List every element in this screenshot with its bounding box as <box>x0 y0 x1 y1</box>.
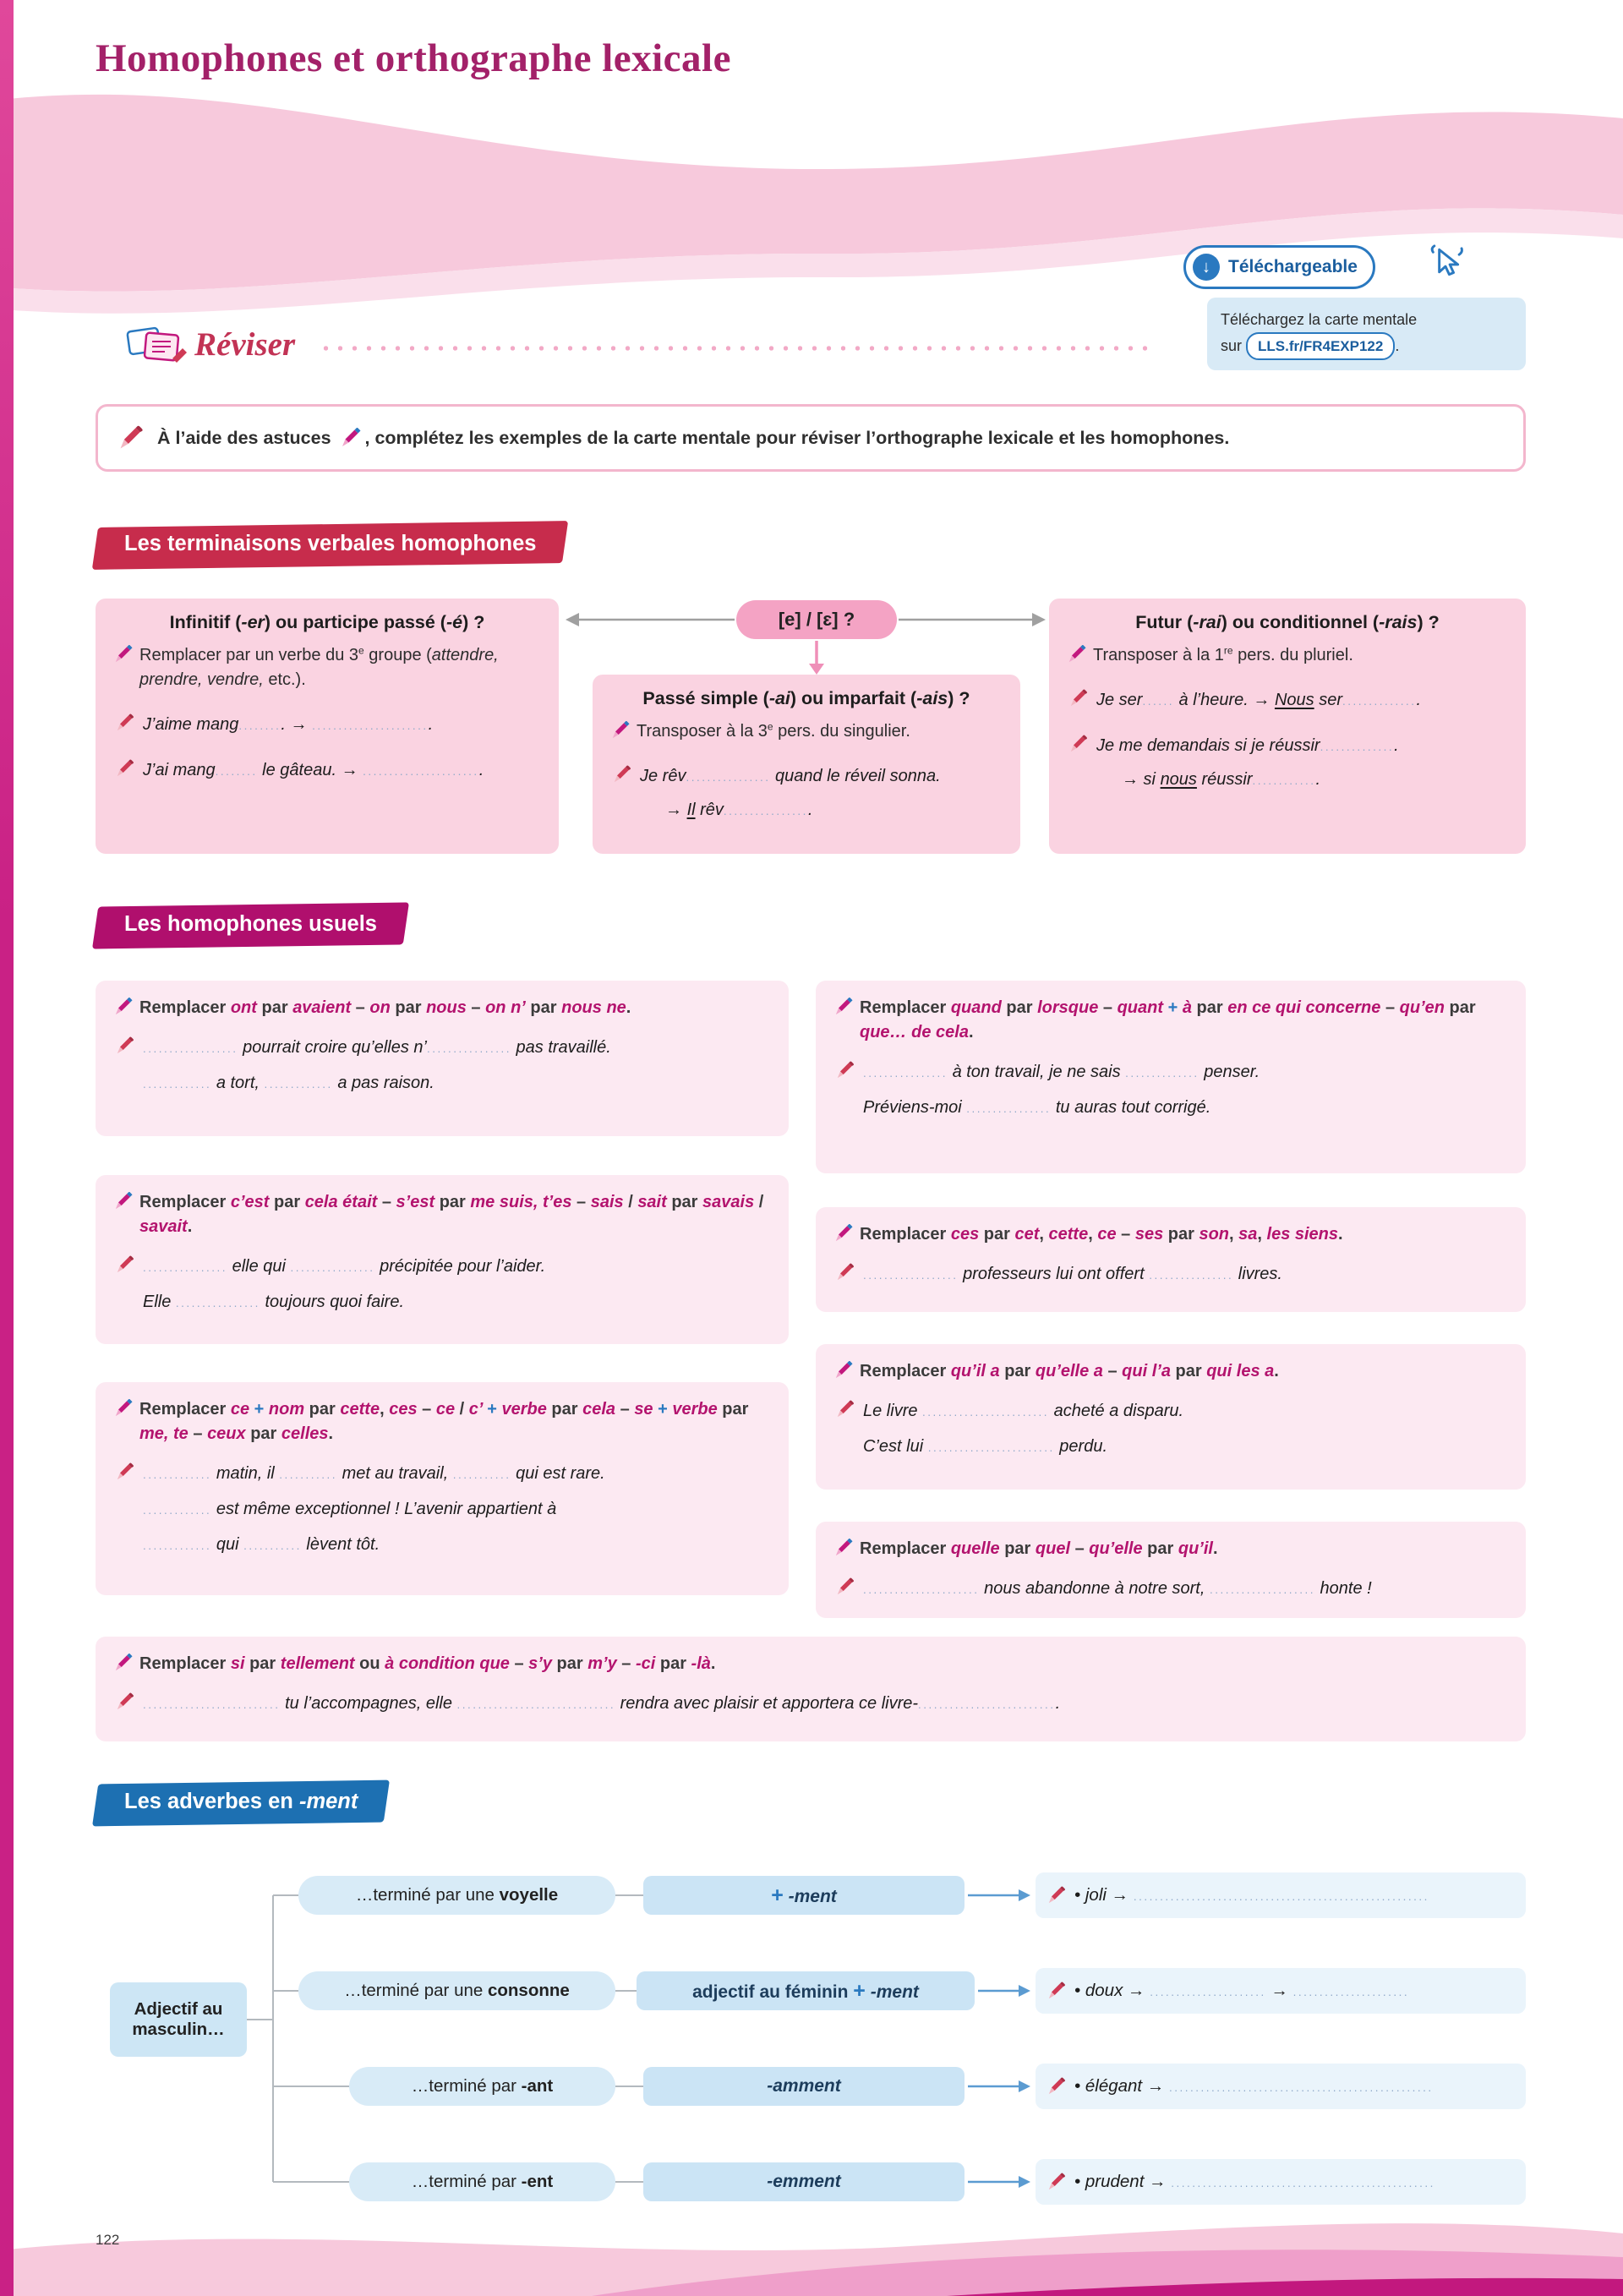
instruction-after: , complétez les exemples de la carte mentale pour réviser l’orthographe lexicale et les homophones. <box>364 427 1230 448</box>
tip-line <box>114 996 770 1020</box>
download-link[interactable]: LLS.fr/FR4EXP122 <box>1246 332 1395 360</box>
passe-simple-imparfait-box <box>593 675 1020 854</box>
writing-hand-icon <box>114 998 133 1016</box>
pencil-icon <box>836 1577 855 1596</box>
writing-hand-icon <box>611 721 630 740</box>
tip-text: Remplacer par un verbe du 3e groupe (attendre, prendre, vendre, etc.). <box>139 644 499 689</box>
exercise-text: • prudent → .................................................. <box>1074 2172 1435 2191</box>
rule-amment: -amment <box>643 2067 965 2106</box>
writing-hand-icon <box>834 1539 853 1557</box>
download-info-line1: Téléchargez la carte mentale <box>1221 311 1418 328</box>
exercise-text: Préviens-moi ................ tu auras tout corrigé. <box>863 1098 1211 1117</box>
rule-plus-ment: + -ment <box>643 1876 965 1915</box>
tip-text: Remplacer ces par cet, cette, ce – ses par son, sa, les siens. <box>860 1225 1343 1244</box>
exercise-line <box>1068 732 1507 759</box>
tip-line <box>114 1397 770 1446</box>
condition-ent: …terminé par -ent <box>349 2162 615 2201</box>
exercise-text: → si nous réussir............. <box>1122 770 1321 789</box>
left-accent-bar <box>0 0 14 2296</box>
page-number: 122 <box>96 2232 120 2248</box>
exercise-line <box>114 1253 770 1280</box>
exercise-line-continuation <box>114 1288 770 1315</box>
section-terminaisons <box>96 590 1526 871</box>
tip-text: Transposer à la 3e pers. du singulier. <box>637 720 910 741</box>
tip-line <box>834 996 1507 1045</box>
banner-label: Les homophones usuels <box>124 912 377 936</box>
writing-hand-icon <box>114 1192 133 1211</box>
adverb-exercise-prudent <box>1036 2159 1526 2205</box>
pencil-icon <box>1047 1982 1066 2000</box>
tip-text: Remplacer qu’il a par qu’elle a – qui l’a par qui les a. <box>860 1362 1279 1380</box>
adverb-exercise-doux <box>1036 1968 1526 2014</box>
homophone-box-quelle <box>816 1522 1526 1618</box>
box-title: Infinitif (-er) ou participe passé (-é) ? <box>169 612 485 632</box>
homophone-box-si-sy <box>96 1637 1526 1741</box>
tip-line <box>114 1190 770 1239</box>
tip-line <box>834 1359 1507 1384</box>
exercise-text: ................ à ton travail, je ne sais .............. penser. <box>863 1063 1260 1081</box>
exercise-line-continuation <box>834 1433 1507 1460</box>
homophone-box-cest-sest <box>96 1175 789 1344</box>
tip-text: Remplacer ont par avaient – on par nous – on n’ par nous ne. <box>139 998 631 1017</box>
writing-hand-icon <box>114 645 133 664</box>
exercise-line <box>114 1034 770 1061</box>
reviser-header <box>125 321 1156 367</box>
pencil-icon <box>116 1036 134 1055</box>
download-info-box <box>1207 298 1526 370</box>
adjectif-masculin-root-node: Adjectif au masculin… <box>110 1982 247 2057</box>
rule-emment: -emment <box>643 2162 965 2201</box>
instruction-before: À l’aide des astuces <box>157 427 336 448</box>
exercise-line-continuation <box>834 1094 1507 1121</box>
section-banner-terminaisons <box>96 524 565 566</box>
exercise-text: Je me demandais si je réussir............... <box>1096 736 1399 755</box>
tip-line <box>114 643 540 692</box>
download-info-suffix: . <box>1395 336 1400 354</box>
homophone-box-quand-quant <box>816 981 1526 1173</box>
tip-text: Remplacer si par tellement ou à condition que – s’y par m’y – -ci par -là. <box>139 1654 716 1673</box>
writing-hand-icon <box>341 428 361 448</box>
tip-text: Remplacer ce + nom par cette, ces – ce / c’ + verbe par cela – se + verbe par me, te – ceux par celles. <box>139 1400 749 1443</box>
tip-line <box>834 1537 1507 1561</box>
pencil-icon <box>116 1255 134 1274</box>
tip-line <box>114 1652 1507 1676</box>
instruction-box <box>96 404 1526 472</box>
adverb-exercise-elegant <box>1036 2064 1526 2109</box>
infinitif-participe-box <box>96 599 559 854</box>
pencil-icon <box>1047 2077 1066 2096</box>
pencil-icon <box>613 765 631 784</box>
exercise-text: • élégant → .................................................. <box>1074 2076 1434 2096</box>
adverb-exercise-joli <box>1036 1872 1526 1918</box>
exercise-text: ................ elle qui ................ précipitée pour l’aider. <box>143 1257 546 1276</box>
download-arrow-glyph: ↓ <box>1202 257 1210 276</box>
section-banner-adverbes <box>96 1782 386 1824</box>
exercise-line-continuation <box>114 1531 770 1558</box>
tip-text: Transposer à la 1re pers. du pluriel. <box>1093 644 1353 664</box>
writing-hand-icon <box>1068 645 1086 664</box>
writing-hand-icon <box>834 1224 853 1243</box>
exercise-text: Je ser...... à l’heure. → Nous ser............... <box>1096 691 1422 709</box>
tip-line <box>1068 643 1507 668</box>
pencil-icon <box>116 713 134 732</box>
tip-text: Remplacer quand par lorsque – quant + à par en ce qui concerne – qu’en par que… de cela. <box>860 998 1476 1041</box>
pencil-icon <box>1069 689 1088 708</box>
tip-line <box>834 1222 1507 1247</box>
homophone-box-ces-ses <box>816 1207 1526 1312</box>
reviser-icon <box>125 321 189 367</box>
tip-text: Remplacer quelle par quel – qu’elle par qu’il. <box>860 1539 1218 1558</box>
banner-label: Les terminaisons verbales homophones <box>124 532 537 555</box>
exercise-line <box>114 711 540 738</box>
pencil-icon <box>116 1462 134 1481</box>
box-title: Passé simple (-ai) ou imparfait (-ais) ? <box>642 688 970 708</box>
exercise-line <box>834 1058 1507 1085</box>
exercise-line <box>114 757 540 784</box>
condition-consonne: …terminé par une consonne <box>298 1971 615 2010</box>
pencil-icon <box>836 1400 855 1419</box>
download-info-prefix: sur <box>1221 336 1247 354</box>
section-banner-homophones <box>96 905 406 947</box>
exercise-line-continuation <box>1068 766 1507 793</box>
tip-line <box>611 719 1002 744</box>
instruction-text <box>157 428 1229 449</box>
exercise-text: ............. qui ........... lèvent tôt. <box>143 1535 380 1554</box>
click-cursor-icon <box>1427 243 1464 281</box>
pencil-icon <box>1047 2173 1066 2191</box>
homophone-box-quil-a <box>816 1344 1526 1490</box>
exercise-text: .................. professeurs lui ont offert ................ livres. <box>863 1265 1282 1283</box>
exercise-text: Je rêv................ quand le réveil sonna. <box>640 767 941 785</box>
pencil-icon <box>1069 735 1088 753</box>
exercise-text: Le livre ........................ acheté a disparu. <box>863 1402 1184 1420</box>
exercise-line <box>114 1460 770 1487</box>
section-homophones <box>96 972 1526 1746</box>
phoneme-pill: [e] / [ɛ] ? <box>736 600 897 639</box>
exercise-line <box>114 1690 1507 1717</box>
pencil-icon <box>118 425 144 451</box>
condition-voyelle: …terminé par une voyelle <box>298 1876 615 1915</box>
exercise-text: J’aime mang......... → ....................... <box>143 715 434 734</box>
homophone-box-ce-se <box>96 1382 789 1595</box>
exercise-line-continuation <box>114 1069 770 1096</box>
writing-hand-icon <box>834 1361 853 1380</box>
rule-feminin-plus-ment: adjectif au féminin + -ment <box>637 1971 975 2010</box>
pencil-icon <box>116 1692 134 1711</box>
exercise-line <box>1068 686 1507 713</box>
pencil-icon <box>836 1061 855 1080</box>
exercise-text: .......................... tu l’accompagnes, elle .............................. rendra avec plaisir et apportera ce livre-........................... <box>143 1694 1061 1713</box>
exercise-line-continuation <box>611 796 1002 823</box>
section-adverbes <box>96 1860 1526 2215</box>
box-title: Futur (-rai) ou conditionnel (-rais) ? <box>1135 612 1440 632</box>
exercise-text: • doux → ...................... → ...................... <box>1074 1981 1410 2000</box>
writing-hand-icon <box>834 998 853 1016</box>
downloadable-badge[interactable] <box>1183 245 1375 289</box>
exercise-text: ............. a tort, ............. a pas raison. <box>143 1074 434 1092</box>
download-icon <box>1193 254 1220 281</box>
exercise-text: Elle ................ toujours quoi faire. <box>143 1293 405 1311</box>
exercise-text: • joli → ........................................................ <box>1074 1885 1429 1905</box>
futur-conditionnel-box <box>1049 599 1526 854</box>
exercise-text: → Il rêv................. <box>665 801 813 819</box>
exercise-line-continuation <box>114 1495 770 1522</box>
downloadable-label: Téléchargeable <box>1228 257 1358 276</box>
exercise-text: ............. est même exceptionnel ! L’avenir appartient à <box>143 1500 557 1518</box>
exercise-line <box>834 1575 1507 1602</box>
pencil-icon <box>836 1263 855 1282</box>
tip-text: Remplacer c’est par cela était – s’est par me suis, t’es – sais / sait par savais / savait. <box>139 1193 764 1236</box>
download-info-line2 <box>1221 332 1512 360</box>
reviser-label: Réviser <box>194 325 296 363</box>
exercise-text: ...................... nous abandonne à notre sort, .................... honte ! <box>863 1579 1372 1598</box>
page-title: Homophones et orthographe lexicale <box>96 36 731 80</box>
pencil-icon <box>1047 1886 1066 1905</box>
exercise-text: C’est lui ........................ perdu. <box>863 1437 1107 1456</box>
exercise-text: .................. pourrait croire qu’elles n’................ pas travaillé. <box>143 1038 611 1057</box>
exercise-line <box>834 1397 1507 1424</box>
exercise-text: J’ai mang........ le gâteau. → ....................... <box>143 761 484 779</box>
pencil-icon <box>116 759 134 778</box>
exercise-line <box>611 763 1002 790</box>
condition-ant: …terminé par -ant <box>349 2067 615 2106</box>
writing-hand-icon <box>114 1654 133 1672</box>
writing-hand-icon <box>114 1399 133 1418</box>
homophone-box-ont-on <box>96 981 789 1136</box>
exercise-text: ............. matin, il ........... met au travail, ........... qui est rare. <box>143 1464 605 1483</box>
dotted-separator <box>319 345 1156 352</box>
exercise-line <box>834 1260 1507 1287</box>
banner-label: Les adverbes en -ment <box>124 1790 358 1813</box>
